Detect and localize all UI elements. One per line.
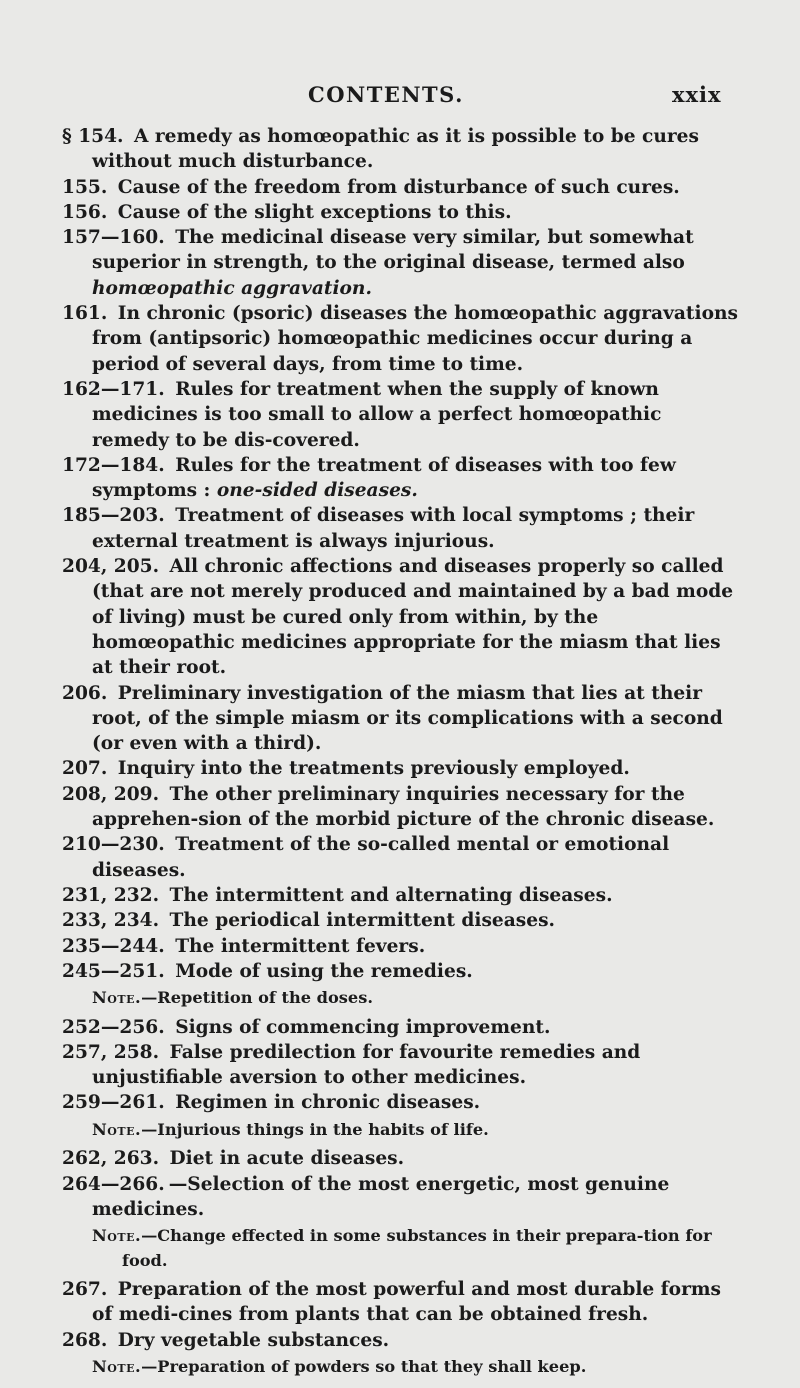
page-number: xxix	[672, 82, 722, 107]
toc-note	[92, 986, 742, 1011]
toc-entry	[62, 453, 742, 504]
toc-entry	[62, 377, 742, 453]
section-text: Inquiry into the treatments previously employed.	[117, 758, 630, 780]
section-number: 156.	[62, 201, 108, 223]
section-text: Rules for the treatment of diseases with too few symptoms :	[92, 454, 676, 502]
toc-entry	[62, 1328, 742, 1353]
section-number: 204, 205.	[62, 556, 160, 578]
toc-entry	[62, 503, 742, 554]
section-text: The intermittent and alternating diseases.	[169, 884, 613, 906]
section-text: Rules for treatment when the supply of known medicines is too small to allow a perfect homœopathic remedy to be dis-covered.	[92, 378, 662, 451]
section-number: 161.	[62, 303, 108, 325]
section-number: 235—244.	[62, 935, 165, 957]
toc-entry	[62, 934, 742, 959]
toc-entry	[62, 124, 742, 175]
note-text: —Repetition of the doses.	[141, 988, 373, 1008]
section-number: 267.	[62, 1279, 108, 1301]
section-emphasis: one-sided diseases.	[216, 480, 418, 502]
section-text: In chronic (psoric) diseases the homœopathic aggravations from (antipsoric) homœopathic medicines occur during a period of several days, from time to time.	[92, 303, 738, 375]
section-text: Cause of the slight exceptions to this.	[117, 201, 512, 223]
section-text: —Selection of the most energetic, most genuine medicines.	[92, 1173, 670, 1220]
section-text: Dry vegetable substances.	[117, 1329, 390, 1351]
note-label: Note.	[92, 1226, 142, 1246]
section-number: 259—261.	[62, 1092, 165, 1114]
section-number: § 154.	[62, 126, 124, 147]
toc-entry	[62, 883, 742, 908]
section-number: 233, 234.	[62, 910, 160, 932]
note-label: Note.	[92, 1119, 142, 1139]
toc-entry	[62, 200, 742, 225]
section-number: 231, 232.	[62, 884, 160, 906]
note-text: —Preparation of powders so that they shall keep.	[141, 1357, 587, 1377]
toc-entry	[62, 225, 742, 301]
toc-entry	[62, 959, 742, 984]
section-number: 162—171.	[62, 378, 165, 400]
toc-entry	[62, 908, 742, 933]
section-text: The medicinal disease very similar, but somewhat superior in strength, to the original disease, termed also	[92, 227, 694, 274]
section-number: 155.	[62, 176, 108, 198]
toc-entry	[62, 681, 742, 757]
section-number: 157—160.	[62, 227, 165, 249]
section-number: 185—203.	[62, 505, 165, 527]
section-number: 257, 258.	[62, 1041, 160, 1063]
toc-entry	[62, 756, 742, 781]
page-header	[0, 82, 800, 112]
toc-entry	[62, 1090, 742, 1115]
toc-entry	[62, 832, 742, 883]
toc-entry	[62, 1040, 742, 1091]
section-text: The periodical intermittent diseases.	[169, 910, 556, 932]
section-number: 210—230.	[62, 834, 165, 856]
section-number: 252—256.	[62, 1016, 165, 1038]
toc-note	[92, 1118, 742, 1143]
section-number: 172—184.	[62, 454, 165, 476]
toc-entry	[62, 301, 742, 377]
section-text: Preparation of the most powerful and most durable forms of medi-cines from plants that can be obtained fresh.	[92, 1279, 722, 1326]
section-text: False predilection for favourite remedies and unjustifiable aversion to other medicines.	[92, 1041, 641, 1089]
toc-entry	[62, 1277, 742, 1328]
toc-entry	[62, 554, 742, 680]
section-number: 264—266.	[62, 1173, 165, 1195]
toc-entry	[62, 1172, 742, 1223]
section-text: Treatment of the so-called mental or emotional diseases.	[92, 834, 670, 881]
section-text: Cause of the freedom from disturbance of such cures.	[117, 176, 680, 198]
toc-entry	[62, 175, 742, 200]
toc-entry	[62, 782, 742, 833]
section-text: Preliminary investigation of the miasm that lies at their root, of the simple miasm or its complications with a second (or even with a third).	[92, 682, 723, 755]
section-text: All chronic affections and diseases properly so called (that are not merely produced and maintained by a bad mode of living) must be cured only from within, by the homœopathic medicines appropriate for the miasm that lies at their root.	[92, 556, 734, 679]
section-number: 206.	[62, 682, 108, 704]
section-text: The other preliminary inquiries necessary for the apprehen-sion of the morbid picture of the chronic disease.	[92, 783, 715, 831]
note-text: —Change effected in some substances in their prepara-tion for food.	[122, 1226, 712, 1270]
section-text: Diet in acute diseases.	[169, 1148, 405, 1170]
toc-entry	[62, 1015, 742, 1040]
running-title: CONTENTS.	[308, 82, 464, 107]
section-text: Regimen in chronic diseases.	[175, 1092, 481, 1114]
toc-note	[92, 1224, 742, 1273]
note-label: Note.	[92, 1357, 142, 1377]
section-number: 262, 263.	[62, 1148, 160, 1170]
section-number: 207.	[62, 758, 108, 780]
section-text: Mode of using the remedies.	[175, 960, 473, 982]
toc-note	[92, 1355, 742, 1380]
section-number: 208, 209.	[62, 783, 160, 805]
section-text: Treatment of diseases with local symptoms ; their external treatment is always injurious.	[92, 505, 695, 552]
section-text: A remedy as homœopathic as it is possible to be cures without much disturbance.	[92, 126, 699, 173]
note-label: Note.	[92, 988, 142, 1008]
section-text: Signs of commencing improvement.	[175, 1016, 551, 1038]
section-number: 245—251.	[62, 960, 165, 982]
toc-entry	[62, 1146, 742, 1171]
section-emphasis: homœopathic aggravation.	[92, 277, 372, 299]
contents-list	[62, 124, 742, 1384]
note-text: —Injurious things in the habits of life.	[141, 1119, 489, 1139]
section-text: The intermittent fevers.	[175, 935, 426, 957]
section-number: 268.	[62, 1329, 108, 1351]
